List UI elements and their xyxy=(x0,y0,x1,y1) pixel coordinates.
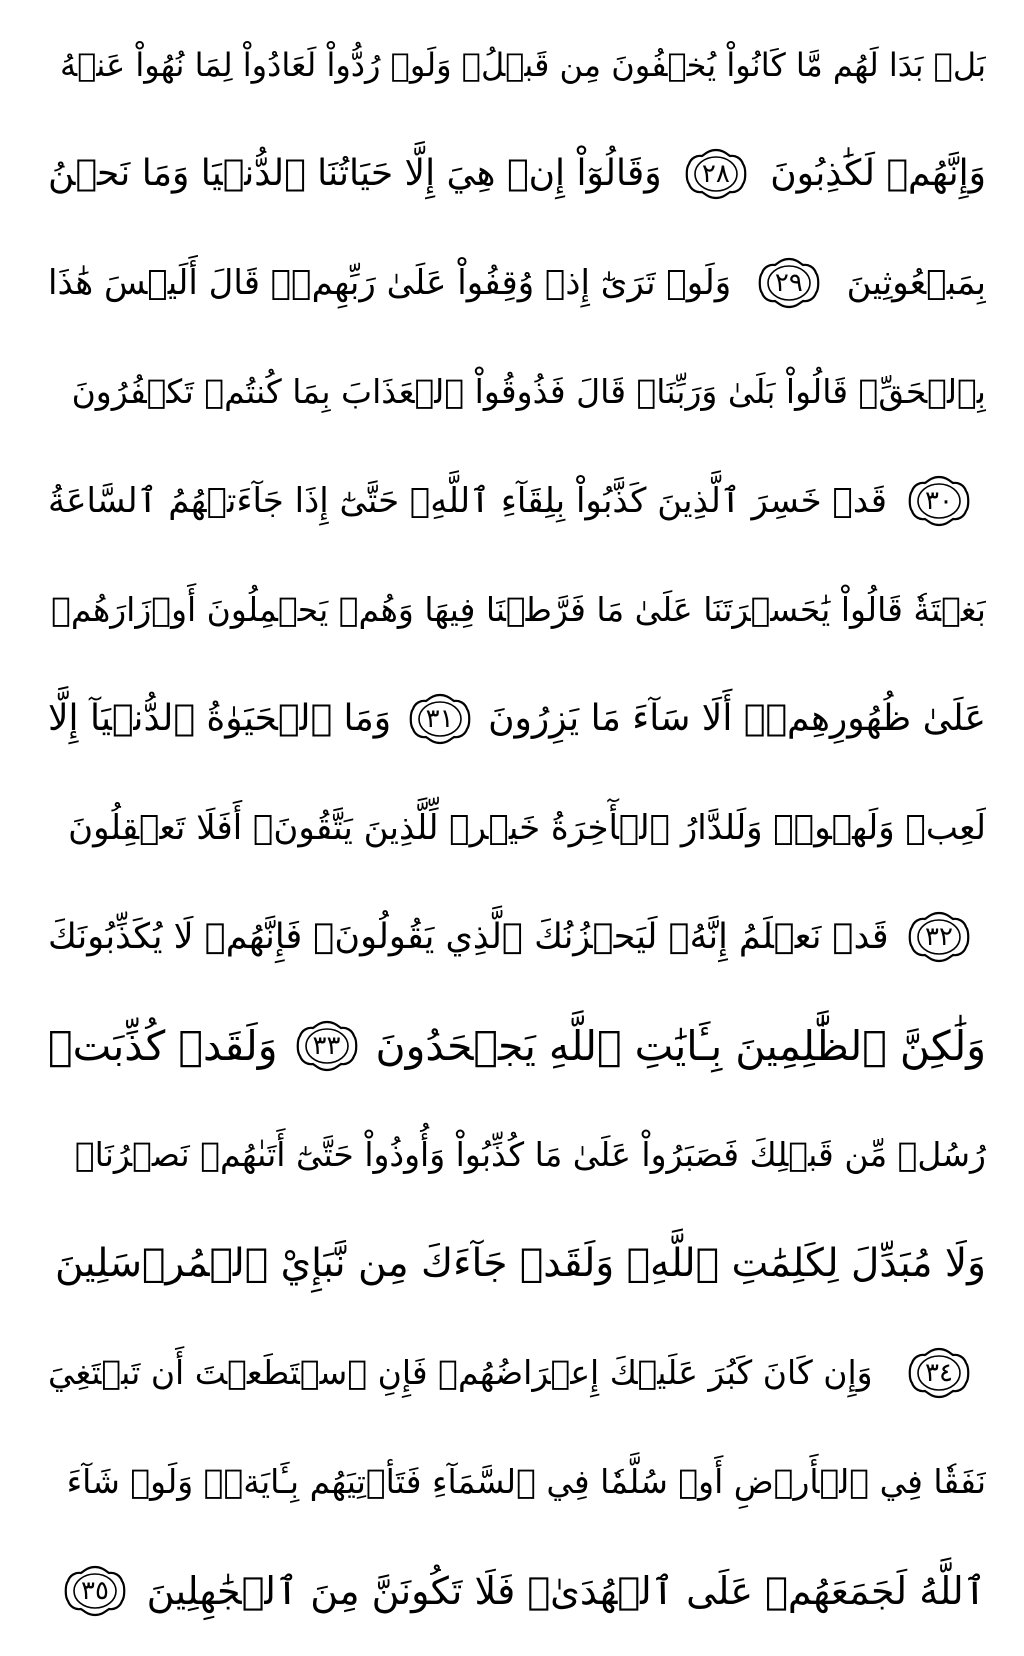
ayah-number: ٢٨ xyxy=(701,159,730,189)
ayah-end-marker xyxy=(294,1018,360,1074)
ayah-end-marker xyxy=(906,473,972,529)
quran-text-block xyxy=(48,18,986,1638)
verse-text: وَمَا ٱلۡحَيَوٰةُ ٱلدُّنۡيَآ إِلَّا xyxy=(48,698,392,739)
verse-line xyxy=(48,345,986,439)
ayah-number: ٢٩ xyxy=(774,268,803,298)
verse-text: وَلَوۡ تَرَىٰٓ إِذۡ وُقِفُواْ عَلَىٰ رَبِّهِمۡۚ قَالَ أَلَيۡسَ هَٰذَا xyxy=(48,263,732,303)
verse-line xyxy=(48,236,986,330)
ayah-end-marker xyxy=(407,691,473,747)
verse-text: بَلۡ بَدَا لَهُم مَّا كَانُواْ يُخۡفُونَ مِن قَبۡلُۖ وَلَوۡ رُدُّواْ لَعَادُواْ لِمَا نُهُواْ عَنۡهُ xyxy=(60,46,986,84)
verse-line xyxy=(48,1544,986,1638)
verse-text: بِٱلۡحَقِّۚ قَالُواْ بَلَىٰ وَرَبِّنَاۚ قَالَ فَذُوقُواْ ٱلۡعَذَابَ بِمَا كُنتُمۡ تَكۡفُرُونَ xyxy=(71,372,986,411)
ayah-number: ٣٤ xyxy=(925,1358,953,1388)
verse-text: وَإِن كَانَ كَبُرَ عَلَيۡكَ إِعۡرَاضُهُمۡ فَإِنِ ٱسۡتَطَعۡتَ أَن تَبۡتَغِيَ xyxy=(48,1353,873,1392)
verse-text: وَلَقَدۡ كُذِّبَتۡ xyxy=(48,1022,278,1070)
verse-line xyxy=(48,127,986,221)
verse-text: رُسُلٞ مِّن قَبۡلِكَ فَصَبَرُواْ عَلَىٰ مَا كُذِّبُواْ وَأُوذُواْ حَتَّىٰٓ أَتَىٰهُمۡ نَصۡرُنَاۚ xyxy=(74,1135,986,1174)
verse-line xyxy=(48,1326,986,1420)
verse-text: وَلَٰكِنَّ ٱلظَّٰلِمِينَ بِـَٔايَٰتِ ٱللَّهِ يَجۡحَدُونَ xyxy=(375,1022,986,1070)
verse-text: قَدۡ خَسِرَ ٱلَّذِينَ كَذَّبُواْ بِلِقَآءِ ٱللَّهِۖ حَتَّىٰٓ إِذَا جَآءَتۡهُمُ ٱلسَّاعَةُ xyxy=(48,481,887,521)
verse-text: وَإِنَّهُمۡ لَكَٰذِبُونَ xyxy=(770,153,986,194)
ayah-end-marker xyxy=(683,146,749,202)
verse-text: بِمَبۡعُوثِينَ xyxy=(846,263,986,303)
verse-line xyxy=(48,454,986,548)
verse-line xyxy=(48,18,986,112)
verse-text: وَقَالُوٓاْ إِنۡ هِيَ إِلَّا حَيَاتُنَا ٱلدُّنۡيَا وَمَا نَحۡنُ xyxy=(48,153,662,194)
ayah-end-marker xyxy=(62,1563,128,1619)
ayah-number: ٣٥ xyxy=(81,1576,109,1606)
verse-line xyxy=(48,672,986,766)
ayah-end-marker xyxy=(756,255,822,311)
verse-line xyxy=(48,1108,986,1202)
verse-line xyxy=(48,781,986,875)
ayah-number: ٣١ xyxy=(425,704,454,734)
verse-text: وَلَا مُبَدِّلَ لِكَلِمَٰتِ ٱللَّهِۚ وَلَقَدۡ جَآءَكَ مِن نَّبَإِيْ ٱلۡمُرۡسَلِينَ xyxy=(54,1241,986,1286)
verse-text: عَلَىٰ ظُهُورِهِمۡۚ أَلَا سَآءَ مَا يَزِرُونَ xyxy=(488,698,986,739)
verse-text: قَدۡ نَعۡلَمُ إِنَّهُۥ لَيَحۡزُنُكَ ٱلَّذِي يَقُولُونَۖ فَإِنَّهُمۡ لَا يُكَذِّبُونَكَ xyxy=(48,917,889,957)
verse-line xyxy=(48,563,986,657)
ayah-number: ٣٠ xyxy=(925,486,953,516)
verse-text: نَفَقٗا فِي ٱلۡأَرۡضِ أَوۡ سُلَّمٗا فِي ٱلسَّمَآءِ فَتَأۡتِيَهُم بِـَٔايَةٖۚ وَلَوۡ شَآءَ xyxy=(66,1462,986,1501)
ayah-number: ٣٢ xyxy=(925,922,953,952)
verse-line xyxy=(48,890,986,984)
verse-line xyxy=(48,1217,986,1311)
ayah-end-marker xyxy=(906,1345,972,1401)
verse-text: ٱللَّهُ لَجَمَعَهُمۡ عَلَى ٱلۡهُدَىٰۚ فَلَا تَكُونَنَّ مِنَ ٱلۡجَٰهِلِينَ xyxy=(146,1569,986,1613)
verse-text: بَغۡتَةٗ قَالُواْ يَٰحَسۡرَتَنَا عَلَىٰ مَا فَرَّطۡنَا فِيهَا وَهُمۡ يَحۡمِلُونَ أَوۡزَارَهُمۡ xyxy=(51,590,986,629)
verse-line xyxy=(48,999,986,1093)
verse-text: لَعِبٞ وَلَهۡوٞۖ وَلَلدَّارُ ٱلۡأٓخِرَةُ خَيۡرٞ لِّلَّذِينَ يَتَّقُونَۚ أَفَلَا تَعۡقِلُونَ xyxy=(68,808,986,848)
verse-line xyxy=(48,1435,986,1529)
ayah-number: ٣٣ xyxy=(312,1031,341,1061)
ayah-end-marker xyxy=(906,909,972,965)
